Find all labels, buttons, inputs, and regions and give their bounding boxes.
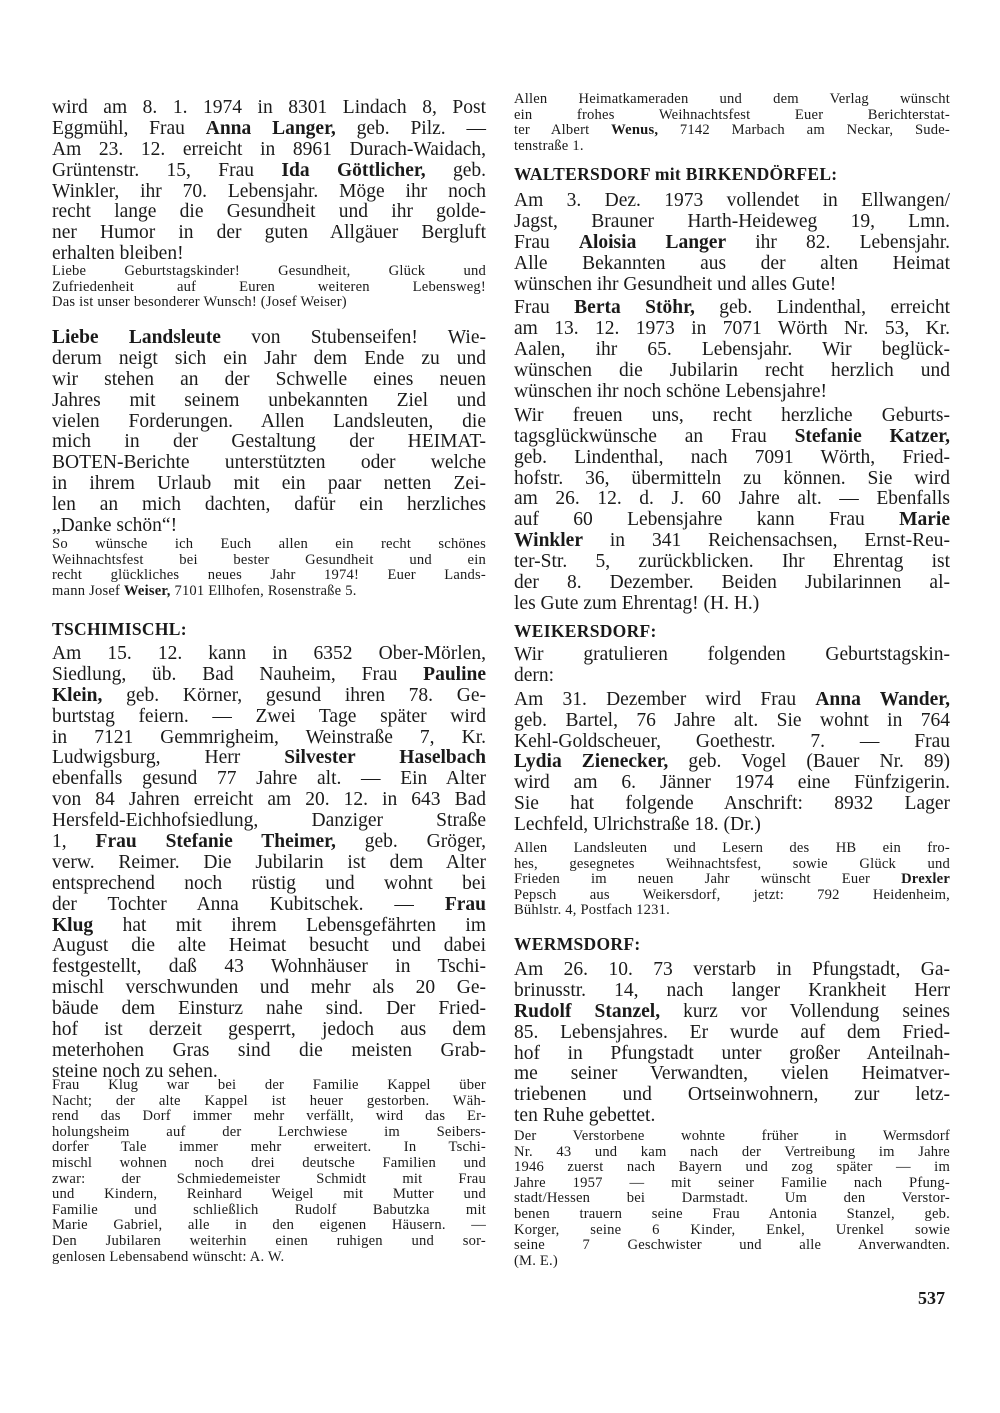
bold-name: Anna Wander, [815,688,950,710]
text-line: hofstr. 36, übermitteln zu können. Sie wird [514,467,950,489]
text-line: ten Ruhe gebettet. [514,1105,656,1127]
text-line: Rudolf Stanzel, kurz vor Vollendung seines [514,1000,950,1022]
text-line: Am 26. 10. 73 verstarb in Pfungstadt, Ga- [514,959,950,980]
weikersdorf-greeting-note [514,841,950,919]
text-line: bäude dem Einsturz nahe sind. Der Fried- [52,998,486,1020]
tschimischl-note [52,1078,486,1265]
text-line: BOTEN-Berichte unterstützten oder welche [52,452,486,474]
text-line: ner Humor in der guten Allgäuer Bergluft [52,222,486,244]
text-line: am 13. 12. 1973 in 7071 Wörth Nr. 53, Kr. [514,318,950,340]
text-line: der 8. Dezember. Beiden Jubilarinnen al- [514,572,950,594]
section-heading-wermsdorf: WERMSDORF: [514,934,641,954]
text-line: les Gute zum Ehrentag! (H. H.) [514,592,760,614]
bold-name: Marie [899,509,950,531]
text-line: 1, Frau Stefanie Theimer, geb. Gröger, [52,831,487,853]
bold-name: Anna Langer, [205,117,336,139]
bold-name: Weiser, [123,582,171,599]
paragraph [52,644,486,1083]
text-line: burtstag feiern. — Zwei Tage später wird [52,705,486,727]
text-line: Marie Gabriel, alle in den eigenen Häusern. — [52,1217,486,1234]
text-line: entsprechend noch rüstig und wohnt bei [52,872,486,894]
page-number: 537 [918,1288,945,1308]
section-heading-waltersdorf: WALTERSDORF mit BIRKENDÖRFEL: [514,164,838,184]
text-line: ein frohes Weihnachtsfest Euer Berichterstat- [514,106,950,123]
text-line: der Tochter Anna Kubitschek. — Frau [52,893,486,915]
bold-name: Drexler [901,871,950,888]
text-line: wir stehen an der Schwelle eines neuen [52,368,486,390]
text-line: len an mich dachten, dafür ein herzliches [52,494,486,516]
text-line: wünschen die Jubilarin recht herzlich und [514,360,950,382]
stubenseifen-greeting-note [52,537,486,599]
text-line: wünschen ihr Gesundheit und alles Gute! [514,273,837,295]
wenus-greeting-note [514,92,950,154]
text-line: in 7121 Gemmrigheim, Weinstraße 7, Kr. [52,726,486,748]
text-line: Ludwigsburg, Herr Silvester Haselbach [52,747,486,769]
text-line: Nr. 43 und kam nach der Vertreibung im Jahre [514,1143,950,1160]
text-line: Lydia Zienecker, geb. Vogel (Bauer Nr. 89) [514,751,950,773]
text-line: Frau Aloisia Langer ihr 82. Lebensjahr. [514,231,950,253]
text-line: Wir gratulieren folgenden Geburtstagskin- [514,644,950,665]
text-line: wünschen ihr noch schöne Lebensjahre! [514,381,827,403]
paragraph [514,191,950,295]
paragraph [52,264,486,311]
paragraph [514,1129,950,1269]
text-line: verw. Reimer. Die Jubilarin ist dem Alter [52,851,486,873]
text-line: (M. E.) [514,1252,558,1269]
text-line: geb. Bartel, 76 Jahre alt. Sie wohnt in 764 [514,709,950,731]
text-line: Klein, geb. Körner, gesund ihren 78. Ge- [52,684,486,706]
text-line: festgestellt, daß 43 Wohnhäuser in Tschi- [52,956,486,978]
text-line: genlosen Lebensabend wünscht: A. W. [52,1248,285,1265]
text-line: derum neigt sich ein Jahr dem Ende zu und [52,347,486,369]
text-line: dern: [514,664,555,686]
text-line: mischl verschwunden und mehr als 20 Ge- [52,977,486,999]
text-line: zwar: der Schmiedemeister Schmidt mit Frau [52,1170,486,1187]
bold-name: Wenus, [611,122,659,139]
text-line: Pepsch aus Weikersdorf, jetzt: 792 Heidenheim, [514,886,950,903]
paragraph [514,960,950,1127]
text-line: seine 7 Geschwister und alle Anverwandten. [514,1237,950,1254]
bold-name: Aloisia Langer [578,231,727,253]
bold-name: Silvester Haselbach [284,747,486,769]
text-line: Liebe Landsleute von Stubenseifen! Wie- [52,327,486,348]
text-line: Klug hat mit ihrem Lebensgefährten im [52,914,486,936]
text-line: hof in Pfungstadt unter großer Anteilnah- [514,1042,950,1064]
text-line: So wünsche ich Euch allen ein recht schönes [52,536,486,552]
paragraph [514,645,950,687]
section-heading-weikersdorf: WEIKERSDORF: [514,621,657,641]
text-line: Siedlung, üb. Bad Nauheim, Frau Pauline [52,663,486,685]
text-line: Wir freuen uns, recht herzliche Geburts- [514,404,950,426]
text-line: Frau Klug war bei der Familie Kappel über [52,1077,486,1093]
text-line: Zufriedenheit auf Euren weiteren Lebensweg! [52,278,486,295]
text-line: tagsglückwünsche an Frau Stefanie Katzer, [514,425,950,447]
bold-name: Ida Göttlicher, [281,159,426,181]
text-line: Jahres mit seinem unbekannten Ziel und [52,389,486,411]
text-line: Frau Berta Stöhr, geb. Lindenthal, erreicht [514,297,951,319]
bold-name: Lydia Zienecker, [514,751,669,773]
article-wermsdorf [514,960,950,1127]
article-tschimischl [52,644,486,1083]
article-waltersdorf [514,191,950,615]
article-stubenseifen [52,328,486,537]
text-line: ter-Str. 5, zurückblicken. Ihr Ehrentag ist [514,551,950,573]
paragraph [514,92,950,154]
text-line: Korger, seine 6 Kinder, Enkel, Urenkel sowie [514,1221,950,1238]
paragraph [514,406,950,615]
text-line: am 26. 12. d. J. 60 Jahre alt. — Ebenfalls [514,488,950,510]
text-line: me seiner Verwandten, vielen Heimatver- [514,1063,950,1085]
paragraph [52,98,486,265]
text-line: Nacht; der alte Kappel ist heuer gestorben. Wäh- [52,1092,486,1109]
text-line: Allen Landsleuten und Lesern des HB ein fro- [514,840,950,856]
paragraph [514,690,950,836]
section-heading-tschimischl: TSCHIMISCHL: [52,619,187,639]
paragraph [514,298,950,402]
text-line: mischl wohnen noch drei deutsche Familien und [52,1154,486,1171]
text-line: mich in der Gestaltung der HEIMAT- [52,431,486,453]
text-line: Jagst, Brauner Harth-Heideweg 19, Lmn. [514,210,950,232]
text-line: in ihrem Urlaub mit ein paar netten Zei- [52,473,486,495]
bold-name: Frau Stefanie Theimer, [95,831,336,853]
text-line: von 84 Jahren erreicht am 20. 12. in 643 Bad [52,789,486,811]
text-line: vielen Forderungen. Allen Landsleuten, die [52,410,486,432]
article-lindach-birthdays [52,98,486,265]
text-line: recht glückliches neues Jahr 1974! Euer Lands- [52,567,486,584]
text-line: triebenen und Ortseinwohnern, zur letz- [514,1084,950,1106]
text-line: Der Verstorbene wohnte früher in Wermsdorf [514,1128,950,1144]
article-weikersdorf [514,645,950,836]
text-line: Kehl-Goldscheuer, Goethestr. 7. — Frau [514,730,950,752]
bold-name: Winkler [514,530,583,552]
text-line: Am 15. 12. kann in 6352 Ober-Mörlen, [52,643,486,664]
bold-name: Liebe Landsleute [52,327,221,348]
text-line: hes, gesegnetes Weihnachtsfest, sowie Glück und [514,855,950,872]
text-line: Den Jubilaren weiterhin einen ruhigen und sor- [52,1232,486,1249]
text-line: wird am 6. Jänner 1974 eine Fünfzigerin. [514,772,950,794]
text-line: Jahre 1957 — mit seiner Familie nach Pfung- [514,1174,950,1191]
text-line: auf 60 Lebensjahre kann Frau Marie [514,509,950,531]
text-line: hof ist derzeit gesperrt, jedoch aus dem [52,1019,486,1041]
text-line: mann Josef Weiser, 7101 Ellhofen, Rosenstraße 5. [52,582,357,599]
text-line: geb. Lindenthal, nach 7091 Wörth, Fried- [514,446,950,468]
text-line: Weihnachtsfest bei bester Gesundheit und ein [52,551,486,568]
text-line: und Kindern, Reinhard Weigel mit Mutter und [52,1186,486,1203]
text-line: Lechfeld, Ulrichstraße 18. (Dr.) [514,814,761,836]
bold-name: Stefanie Katzer, [794,425,950,447]
text-line: erhalten bleiben! [52,243,184,265]
text-line: Familie und schließlich Rudolf Babutzka mit [52,1201,486,1218]
text-line: dorfer Tale immer mehr erweitert. In Tschi- [52,1139,486,1156]
bold-name: Pauline [423,663,486,685]
bold-name: Frau [444,893,486,915]
text-line: ebenfalls gesund 77 Jahre alt. — Ein Alter [52,768,486,790]
text-line: Winkler, ihr 70. Lebensjahr. Möge ihr noch [52,180,486,202]
bold-name: Klein, [52,684,103,706]
paragraph [52,328,486,537]
text-line: recht lange die Gesundheit und ihr golde- [52,201,486,223]
text-line: Grüntenstr. 15, Frau Ida Göttlicher, geb. [52,159,486,181]
text-line: Liebe Geburtstagskinder! Gesundheit, Glück und [52,263,486,279]
bold-name: Rudolf Stanzel, [514,1000,661,1022]
text-line: meterhohen Gras sind die meisten Grab- [52,1039,486,1061]
text-line: Eggmühl, Frau Anna Langer, geb. Pilz. — [52,117,486,139]
text-line: brinusstr. 14, nach langer Krankheit Herr [514,979,950,1001]
text-line: Aalen, ihr 65. Lebensjahr. Wir beglück- [514,339,950,361]
wermsdorf-obituary-note [514,1129,950,1269]
paragraph [52,1078,486,1265]
text-line: tenstraße 1. [514,137,584,154]
text-line: Bühlstr. 4, Postfach 1231. [514,902,671,919]
text-line: „Danke schön“! [52,515,178,537]
text-line: August die alte Heimat besucht und dabei [52,935,486,957]
text-line: 1946 zuerst nach Bayern und zog später — im [514,1159,950,1176]
text-line: benen trauern seine Frau Antonia Stanzel, geb. [514,1205,950,1222]
bold-name: Klug [52,914,94,936]
bold-name: Berta Stöhr, [574,297,695,319]
paragraph [514,841,950,919]
text-line: 85. Lebensjahres. Er wurde auf dem Fried- [514,1021,950,1043]
text-line: ter Albert Wenus, 7142 Marbach am Neckar, Sude- [514,122,950,139]
text-line: Hersfeld-Eichhofsiedlung, Danziger Straße [52,810,486,832]
text-line: steine noch zu sehen. [52,1060,218,1082]
text-line: rend das Dorf immer mehr verfällt, wird das Er- [52,1108,486,1125]
text-line: stadt/Hessen bei Darmstadt. Um den Verstor- [514,1190,950,1207]
paragraph [52,537,486,599]
text-line: Alle Bekannten aus der alten Heimat [514,252,950,274]
text-line: Frieden im neuen Jahr wünscht Euer Drexler [514,871,950,888]
text-line: Am 3. Dez. 1973 vollendet in Ellwangen/ [514,190,950,211]
text-line: holungsheim auf der Lerchwiese im Seibers- [52,1123,486,1140]
text-line: Sie hat folgende Anschrift: 8932 Lager [514,793,950,815]
text-line: wird am 8. 1. 1974 in 8301 Lindach 8, Post [52,97,486,118]
text-line: Am 31. Dezember wird Frau Anna Wander, [514,688,950,710]
text-line: Allen Heimatkameraden und dem Verlag wünscht [514,91,950,107]
text-line: Das ist unser besonderer Wunsch! (Josef Weiser) [52,294,347,311]
text-line: Am 23. 12. erreicht in 8961 Durach-Waidach, [52,138,486,160]
text-line: Winkler in 341 Reichensachsen, Ernst-Reu- [514,530,950,552]
birthday-wishes-note [52,264,486,311]
